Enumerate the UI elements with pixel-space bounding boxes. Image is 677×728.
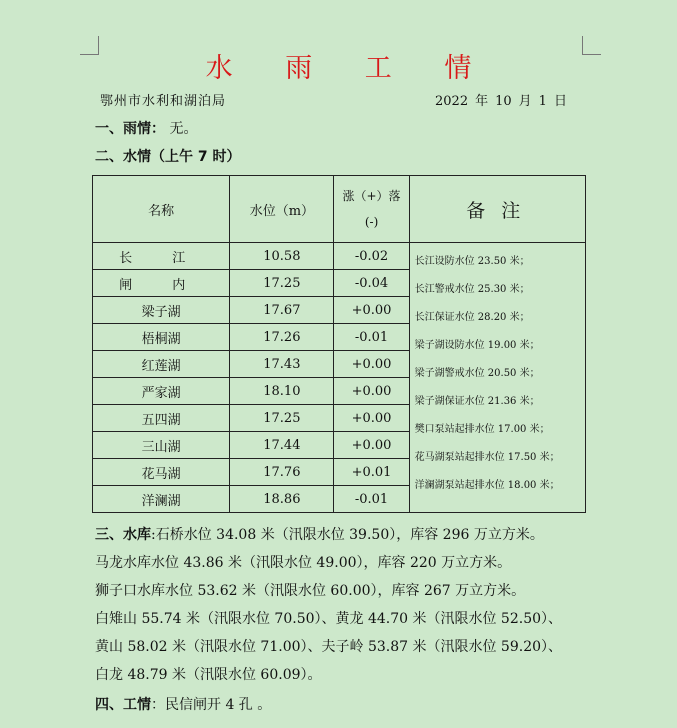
station-name: 洋澜湖 bbox=[93, 486, 230, 513]
note-line: 洋澜湖泵站起排水位 18.00 米； bbox=[414, 480, 560, 491]
water-level: 17.25 bbox=[230, 270, 334, 297]
reservoir-line-6: 白龙 48.79 米（汛限水位 60.09）。 bbox=[95, 667, 322, 683]
water-level: 17.67 bbox=[230, 297, 334, 324]
station-name: 梧桐湖 bbox=[93, 324, 230, 351]
rain-section bbox=[95, 118, 197, 138]
reservoir-line-2: 马龙水库水位 43.86 米（汛限水位 49.00），库容 220 万立方米。 bbox=[95, 555, 512, 571]
table-row bbox=[93, 243, 586, 270]
note-line: 长江警戒水位 25.30 米； bbox=[414, 284, 530, 295]
station-name: 梁子湖 bbox=[93, 297, 230, 324]
works-section bbox=[95, 694, 271, 714]
header-level: 水位（m） bbox=[230, 176, 334, 243]
level-change: -0.01 bbox=[334, 486, 409, 513]
station-name: 红莲湖 bbox=[93, 351, 230, 378]
level-change: +0.00 bbox=[334, 351, 409, 378]
water-heading: 二、水情（上午 7 时） bbox=[95, 149, 241, 165]
note-line: 长江保证水位 28.20 米； bbox=[414, 312, 530, 323]
water-level: 18.86 bbox=[230, 486, 334, 513]
reservoir-line-1: 三、水库:石桥水位 34.08 米（汛限水位 39.50），库容 296 万立方米。 bbox=[95, 527, 544, 543]
rain-text: 无。 bbox=[169, 121, 198, 137]
station-name: 长 江 bbox=[93, 243, 230, 270]
header-change: 涨（+）落 (-) bbox=[334, 176, 409, 243]
water-level-table bbox=[92, 175, 586, 513]
level-change: +0.01 bbox=[334, 459, 409, 486]
document-title: 水 雨 工 情 bbox=[205, 53, 494, 84]
note-line: 樊口泵站起排水位 17.00 米； bbox=[414, 424, 550, 435]
note-line: 花马湖泵站起排水位 17.50 米； bbox=[414, 452, 560, 463]
report-date: 2022 年 10 月 1 日 bbox=[435, 94, 567, 109]
note-line: 梁子湖设防水位 19.00 米； bbox=[414, 340, 540, 351]
level-change: -0.04 bbox=[334, 270, 409, 297]
water-level: 17.76 bbox=[230, 459, 334, 486]
level-change: +0.00 bbox=[334, 405, 409, 432]
water-level: 17.26 bbox=[230, 324, 334, 351]
water-level: 17.44 bbox=[230, 432, 334, 459]
water-level: 17.25 bbox=[230, 405, 334, 432]
reservoir-heading: 三、水库 bbox=[95, 527, 151, 543]
station-name: 严家湖 bbox=[93, 378, 230, 405]
station-name: 花马湖 bbox=[93, 459, 230, 486]
agency-name: 鄂州市水利和湖泊局 bbox=[100, 94, 227, 109]
water-level: 17.43 bbox=[230, 351, 334, 378]
station-name: 三山湖 bbox=[93, 432, 230, 459]
header-note: 备注 bbox=[409, 176, 585, 243]
reservoir-line-4: 白雉山 55.74 米（汛限水位 70.50）、黄龙 44.70 米（汛限水位 52.50）、 bbox=[95, 611, 563, 627]
note-line: 梁子湖保证水位 21.36 米； bbox=[414, 396, 540, 407]
water-level: 10.58 bbox=[230, 243, 334, 270]
water-level: 18.10 bbox=[230, 378, 334, 405]
station-name: 五四湖 bbox=[93, 405, 230, 432]
level-change: +0.00 bbox=[334, 297, 409, 324]
station-name: 闸 内 bbox=[93, 270, 230, 297]
note-line: 长江设防水位 23.50 米； bbox=[414, 256, 530, 267]
rain-heading: 一、雨情： bbox=[95, 121, 165, 137]
reservoir-line-3: 狮子口水库水位 53.62 米（汛限水位 60.00），库容 267 万立方米。 bbox=[95, 583, 526, 599]
level-change: -0.01 bbox=[334, 324, 409, 351]
notes-cell bbox=[409, 243, 585, 513]
water-section bbox=[95, 146, 241, 166]
works-heading: 四、工情 bbox=[95, 697, 151, 713]
reservoir-line-5: 黄山 58.02 米（汛限水位 71.00）、夫子岭 53.87 米（汛限水位 59.20）、 bbox=[95, 639, 563, 655]
table-header-row bbox=[93, 176, 586, 243]
works-text: ：民信闸开 4 孔 。 bbox=[151, 697, 272, 713]
level-change: -0.02 bbox=[334, 243, 409, 270]
level-change: +0.00 bbox=[334, 432, 409, 459]
level-change: +0.00 bbox=[334, 378, 409, 405]
note-line: 梁子湖警戒水位 20.50 米； bbox=[414, 368, 540, 379]
header-name: 名称 bbox=[93, 176, 230, 243]
